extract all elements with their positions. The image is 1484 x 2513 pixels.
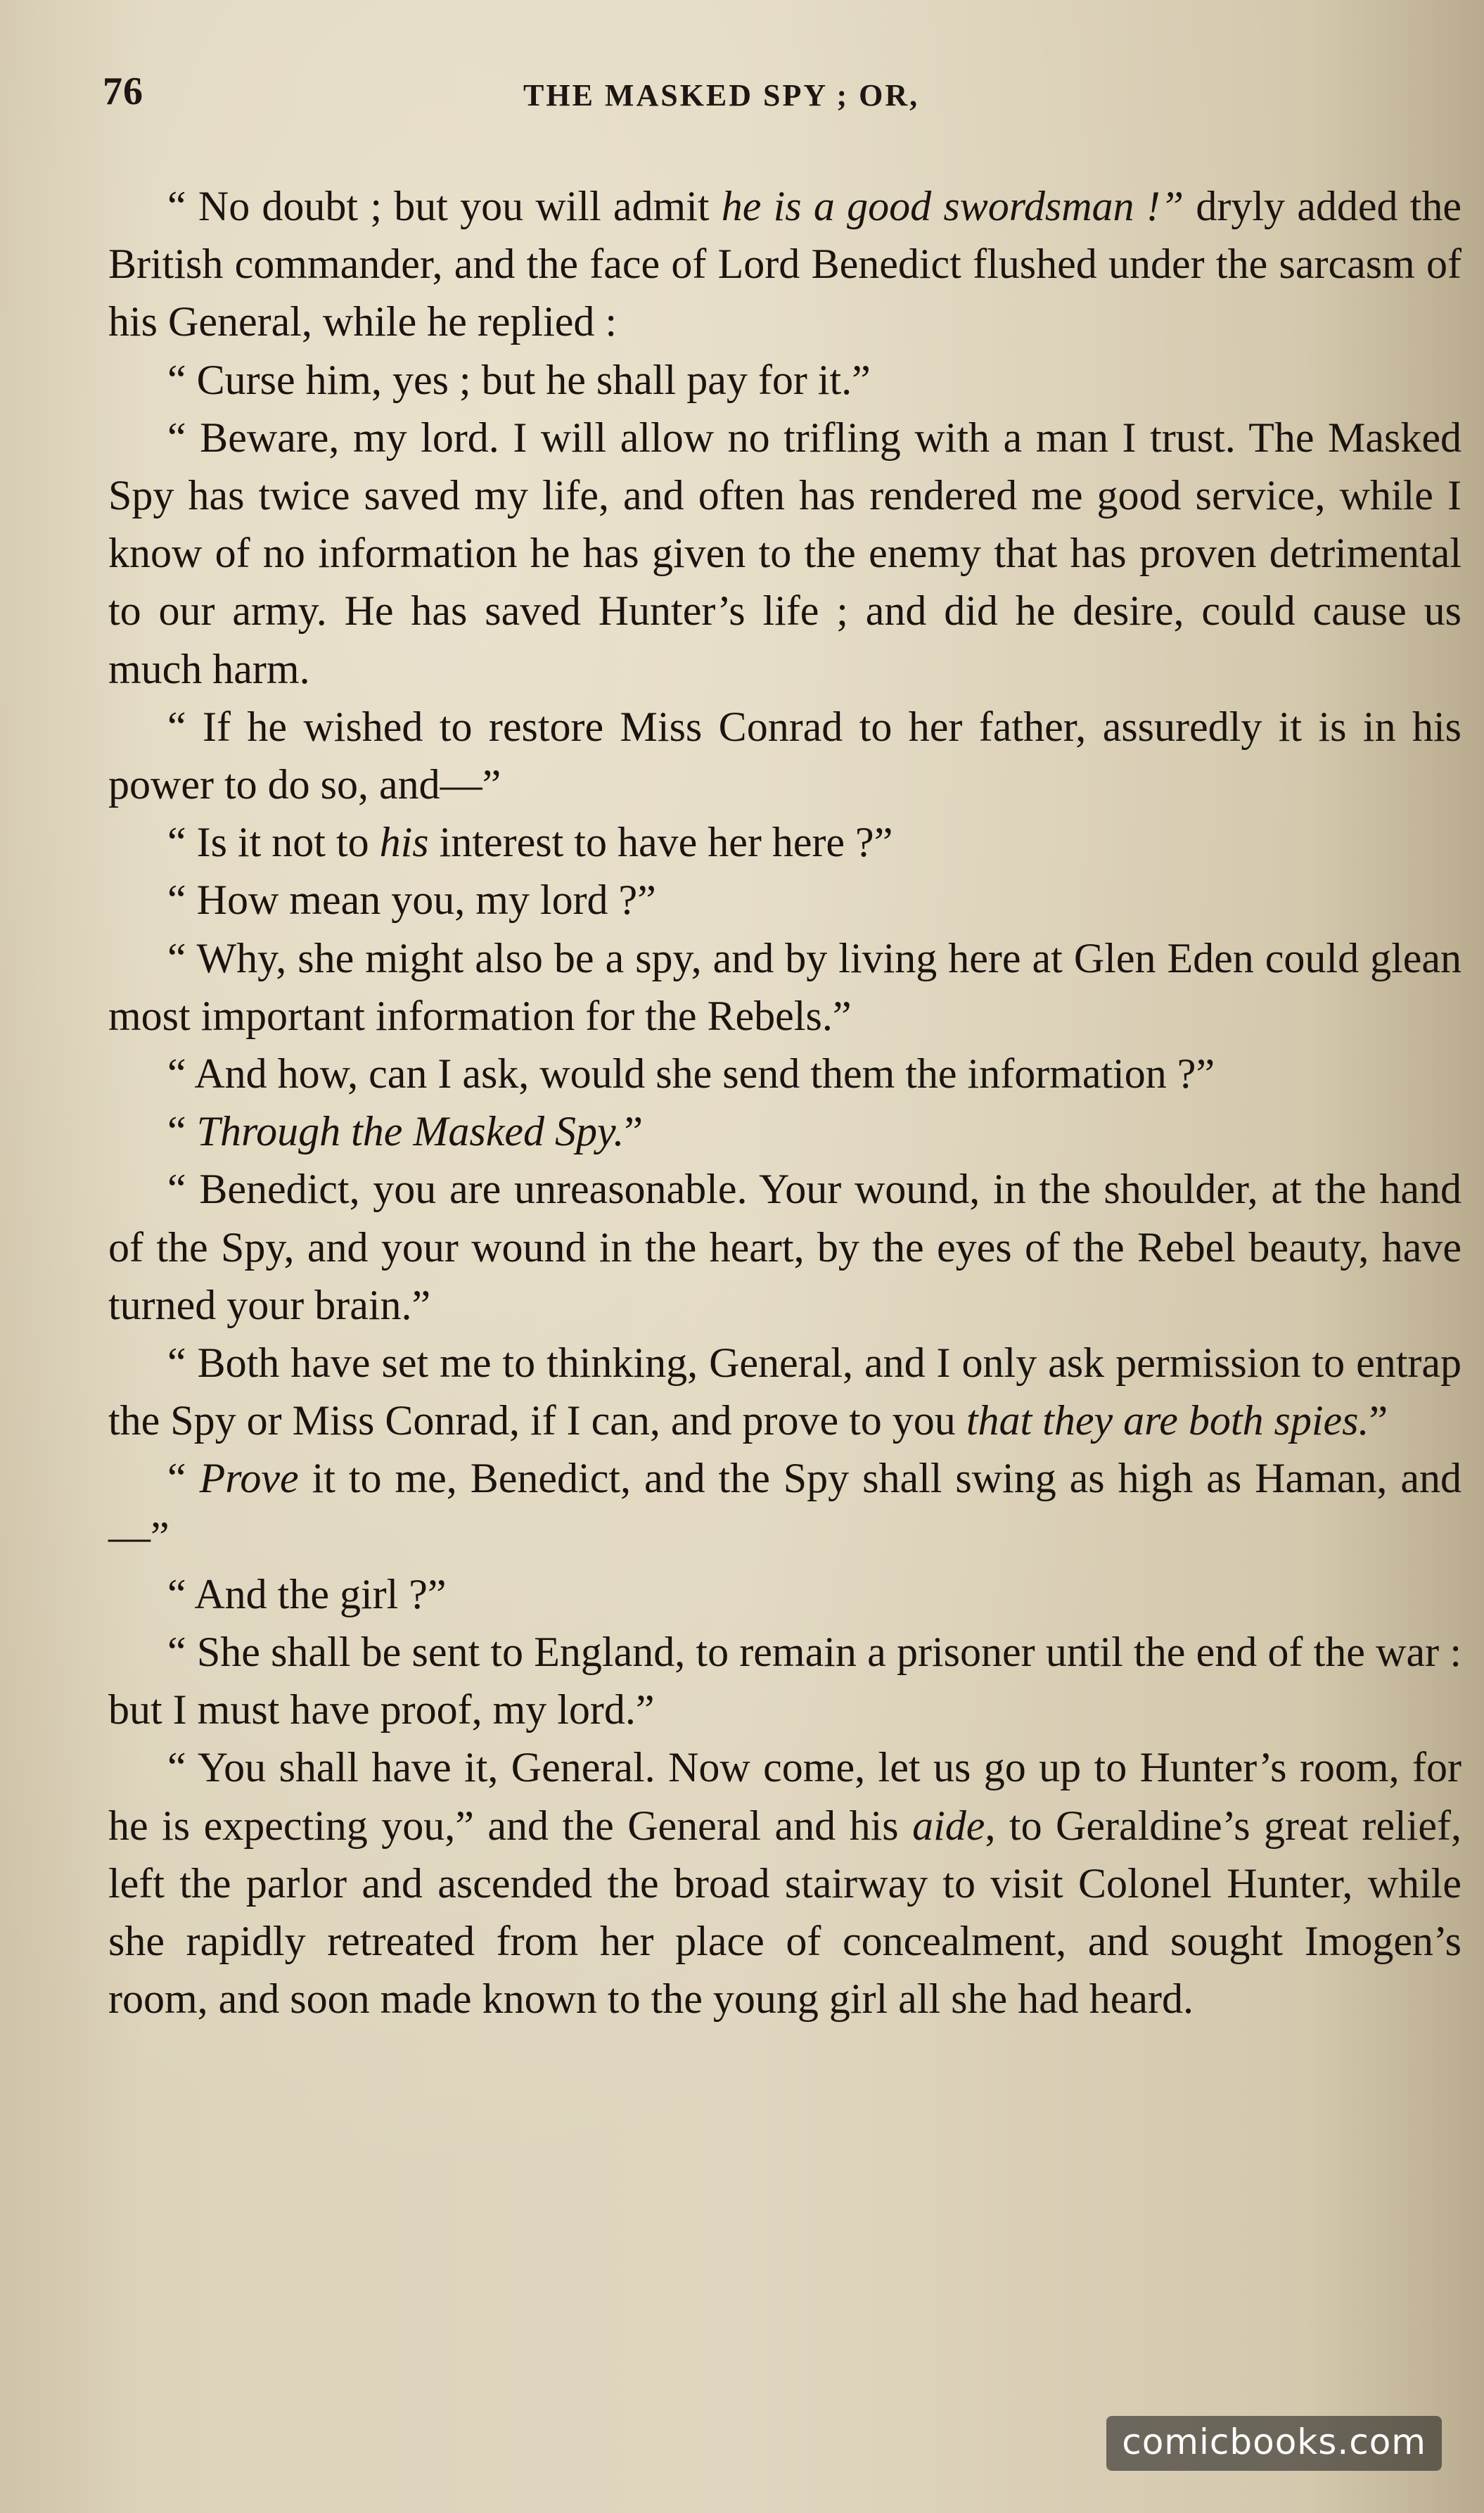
text-segment: “ If he wished to restore Miss Conrad to her father, assuredly it is in his power to do so, and—” <box>108 703 1461 808</box>
paragraph <box>108 1449 1461 1565</box>
text-segment: ” <box>624 1108 643 1155</box>
text-segment: interest to have her here ?” <box>428 819 893 866</box>
italic-text: he is a good swordsman !” <box>721 183 1184 229</box>
text-segment: dryly added the British commander, and the face of Lord Benedict flushed under the sarcasm of his General, while he replied : <box>108 183 1462 345</box>
italic-text: that they are both spies. <box>966 1397 1369 1444</box>
paragraph <box>108 871 1461 929</box>
text-segment: “ <box>167 1455 200 1502</box>
paragraph <box>108 1102 1461 1160</box>
text-segment: “ <box>167 1108 197 1155</box>
text-segment: , to Geraldine’s great relief, left the parlor and ascended the broad stairway to visit Colonel Hunter, while she rapidly retreated from her place of concealment, and sought Imogen’s room, and soon made known to the young girl all she had heard. <box>108 1802 1461 2023</box>
paragraph <box>108 409 1461 698</box>
italic-text: Prove <box>199 1455 299 1502</box>
body-text <box>108 177 1461 2028</box>
italic-text: aide <box>912 1802 985 1849</box>
paragraph <box>108 1623 1461 1738</box>
text-segment: “ Curse him, yes ; but he shall pay for it.” <box>167 356 871 403</box>
text-segment: “ Is it not to <box>167 819 380 866</box>
italic-text: Through the Masked Spy. <box>196 1108 625 1155</box>
text-segment: “ And the girl ?” <box>167 1570 447 1617</box>
text-segment: ” <box>1369 1397 1388 1444</box>
paragraph <box>108 1334 1461 1449</box>
text-segment: “ Why, she might also be a spy, and by living here at Glen Eden could glean most important information for the Rebels.” <box>108 934 1461 1039</box>
page-header <box>103 69 1416 125</box>
paragraph <box>108 1738 1461 2028</box>
page-number: 76 <box>103 70 143 113</box>
paragraph <box>108 1565 1461 1623</box>
text-segment: “ No doubt ; but you will admit <box>167 183 722 229</box>
paragraph <box>108 698 1461 813</box>
paragraph <box>108 813 1461 871</box>
text-segment: “ How mean you, my lord ?” <box>167 877 656 924</box>
paragraph <box>108 1045 1461 1102</box>
paragraph <box>108 351 1461 409</box>
text-segment: “ Beware, my lord. I will allow no trifling with a man I trust. The Masked Spy has twice saved my life, and often has rendered me good service, while I know of no information he has given to the enemy that has proven detrimental to our army. He has saved Hunter’s life ; and did he desire, could cause us much harm. <box>108 414 1461 692</box>
text-segment: “ She shall be sent to England, to remain a prisoner until the end of the war : but I must have proof, my lord.” <box>108 1629 1461 1733</box>
paragraph <box>108 1160 1461 1334</box>
paragraph <box>108 929 1461 1045</box>
paragraph <box>108 177 1461 351</box>
running-title: THE MASKED SPY ; OR, <box>523 78 920 113</box>
watermark: comicbooks.com <box>1106 2416 1442 2471</box>
text-segment: “ You shall have it, General. Now come, let us go up to Hunter’s room, for he is expecting you,” and the General and his <box>108 1744 1461 1849</box>
italic-text: his <box>379 819 429 866</box>
text-segment: “ And how, can I ask, would she send them the information ?” <box>167 1050 1215 1098</box>
text-segment: “ Benedict, you are unreasonable. Your wound, in the shoulder, at the hand of the Spy, and your wound in the heart, by the eyes of the Rebel beauty, have turned your brain.” <box>108 1166 1461 1328</box>
text-segment: “ Both have set me to thinking, General, and I only ask permission to entrap the Spy or Miss Conrad, if I can, and prove to you <box>108 1340 1461 1444</box>
text-segment: it to me, Benedict, and the Spy shall swing as high as Haman, and—” <box>108 1455 1461 1560</box>
